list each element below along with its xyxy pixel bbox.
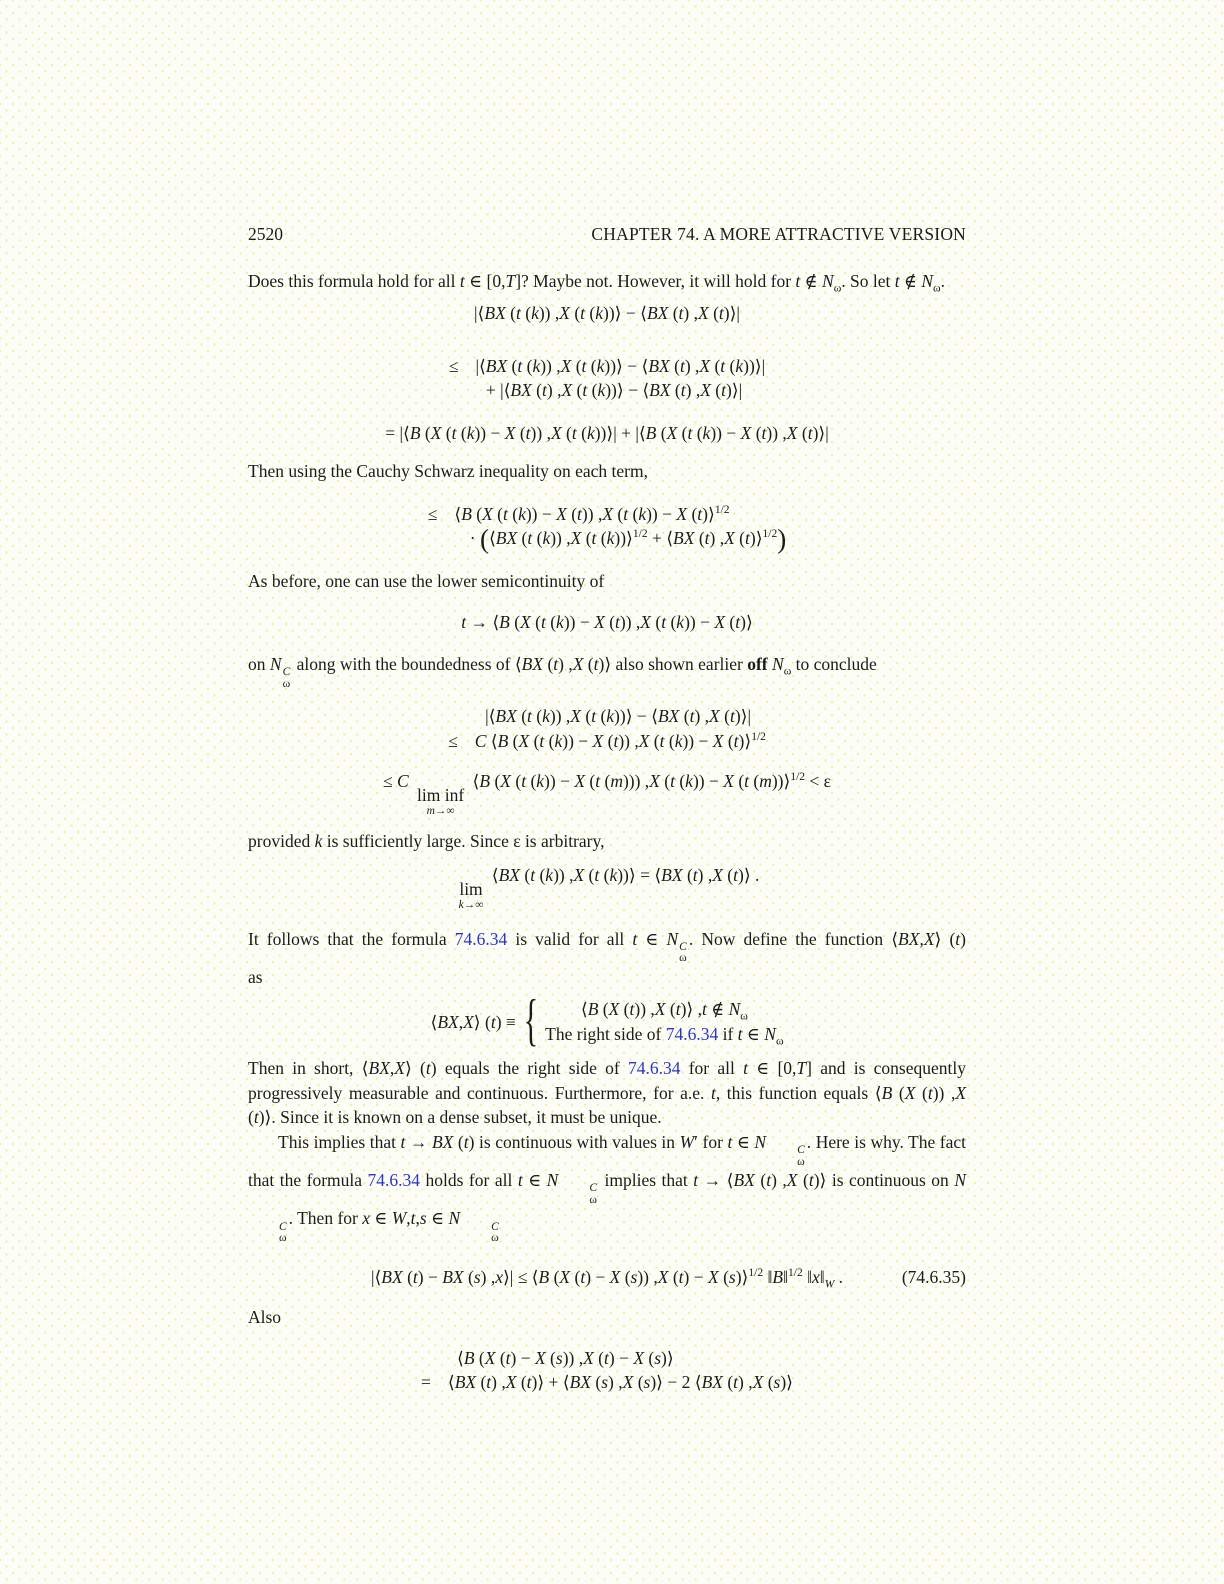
paragraph-boundedness: on N C ω along with the boundedness of ⟨BX (t) ,X (t)⟩ also shown earlier off $N_\omega$ to conclude [248, 654, 877, 690]
page-number: 2520 [248, 224, 283, 244]
paragraph-intro: Does this formula hold for all t ∈ [0,T]? Maybe not. However, it will hold for t ∉ $N_\omega$. So let t ∉ $N_\omega$. [248, 270, 945, 294]
paragraph-then-in-short: Then in short, ⟨BX,X⟩ (t) equals the right side of 74.6.34 for all t ∈ [0,T] and is consequently progressively measurable and continuous. Furthermore, for a.e. t, this function equals ⟨B (X (t)) ,X (t)⟩. Since it is known on a dense subset, it must be unique. [248, 1058, 967, 1128]
equation-74-6-35: |⟨BX (t) − BX (s) ,x⟩| ≤ ⟨B (X (t) − X (s)) ,X (t) − X (s)⟩$^{1/2}$ ‖B‖$^{1/2}$ $‖x‖_W$ . (74.6.35) [370, 1266, 966, 1290]
equation-final-expansion: ⟨B (X (t) − X (s)) ,X (t) − X (s)⟩ = ⟨BX (t) ,X (t)⟩ + ⟨BX (s) ,X (s)⟩ − 2 ⟨BX (t) ,X (s)⟩ [421, 1347, 793, 1392]
paragraph-cauchy-schwarz: Then using the Cauchy Schwarz inequality on each term, [248, 461, 648, 481]
equation-limit: lim k→∞ ⟨BX (t (k)) ,X (t (k))⟩ = ⟨BX (t) ,X (t)⟩ . [458, 865, 760, 911]
equation-abs-difference: |⟨BX (t (k)) ,X (t (k))⟩ − ⟨BX (t) ,X (t)⟩| [474, 303, 740, 323]
paragraph-lower-semicontinuity: As before, one can use the lower semicontinuity of [248, 571, 605, 592]
eq-ref-link-74-6-34[interactable]: 74.6.34 [367, 1170, 421, 1191]
left-brace: { [523, 989, 539, 1053]
eq-ref-link-74-6-34[interactable]: 74.6.34 [454, 928, 508, 949]
chapter-title: CHAPTER 74. A MORE ATTRACTIVE VERSION [591, 224, 966, 244]
eq-ref-link-74-6-34[interactable]: 74.6.34 [627, 1058, 681, 1079]
eq-ref-link-74-6-34[interactable]: 74.6.34 [665, 1023, 719, 1044]
paragraph-it-follows-tail: as [248, 966, 263, 987]
equation-number-tag: (74.6.35) [901, 1266, 966, 1287]
equation-bound-c: |⟨BX (t (k)) ,X (t (k))⟩ − ⟨BX (t) ,X (t)⟩| ≤ C ⟨B (X (t (k)) − X (t)) ,X (t (k)) − X (t)⟩$^{1/2}$ [448, 706, 766, 751]
equation-b-linear: = |⟨B (X (t (k)) − X (t)) ,X (t (k))⟩| + |⟨B (X (t (k)) − X (t)) ,X (t)⟩| [385, 422, 829, 443]
piecewise-cases: ⟨B (X (t)) ,X (t)⟩ ,t ∉ $N_\omega$ The right side of 74.6.34 if t ∈ $N_\omega$ [545, 999, 784, 1048]
equation-piecewise-definition [248, 989, 966, 1053]
equation-cauchy-schwarz: ≤ ⟨B (X (t (k)) − X (t)) ,X (t (k)) − X (t)⟩$^{1/2}$ · (⟨BX (t (k)) ,X (t (k))⟩$^{1/2}$ + ⟨BX (t) ,X (t)⟩$^{1/2}$) [427, 503, 787, 554]
paragraph-it-follows: It follows that the formula 74.6.34 is valid for all t ∈ N C ω . Now define the function ⟨BX,X⟩ (t) [248, 928, 966, 965]
page-content [248, 222, 966, 1395]
page-header [248, 222, 966, 247]
piecewise-lhs: ⟨BX,X⟩ (t) ≡ [430, 1011, 516, 1032]
equation-t-map: t → ⟨B (X (t (k)) − X (t)) ,X (t (k)) − X (t)⟩ [461, 611, 753, 632]
equation-liminf: ≤ C lim inf m→∞ ⟨B (X (t (k)) − X (t (m))) ,X (t (k)) − X (t (m))⟩$^{1/2}$ < ε [382, 771, 832, 817]
paragraph-provided-k: provided k is sufficiently large. Since ε is arbitrary, [248, 830, 605, 851]
paragraph-this-implies: This implies that t → BX (t) is continuous with values in W′ for t ∈ N C ω . Here is why. The fact that the formula 74.6.34 holds for all t ∈ N C ω implies that t → ⟨BX (t) ,X (t)⟩ is continuous on N C ω . Then for x ∈ W,t,s ∈ N C ω [248, 1131, 967, 1244]
paragraph-also: Also [248, 1307, 282, 1327]
equation-triangle-inequality: ≤ |⟨BX (t (k)) ,X (t (k))⟩ − ⟨BX (t) ,X (t (k))⟩| + |⟨BX (t) ,X (t (k))⟩ − ⟨BX (t) ,X (t)⟩| [448, 355, 766, 400]
